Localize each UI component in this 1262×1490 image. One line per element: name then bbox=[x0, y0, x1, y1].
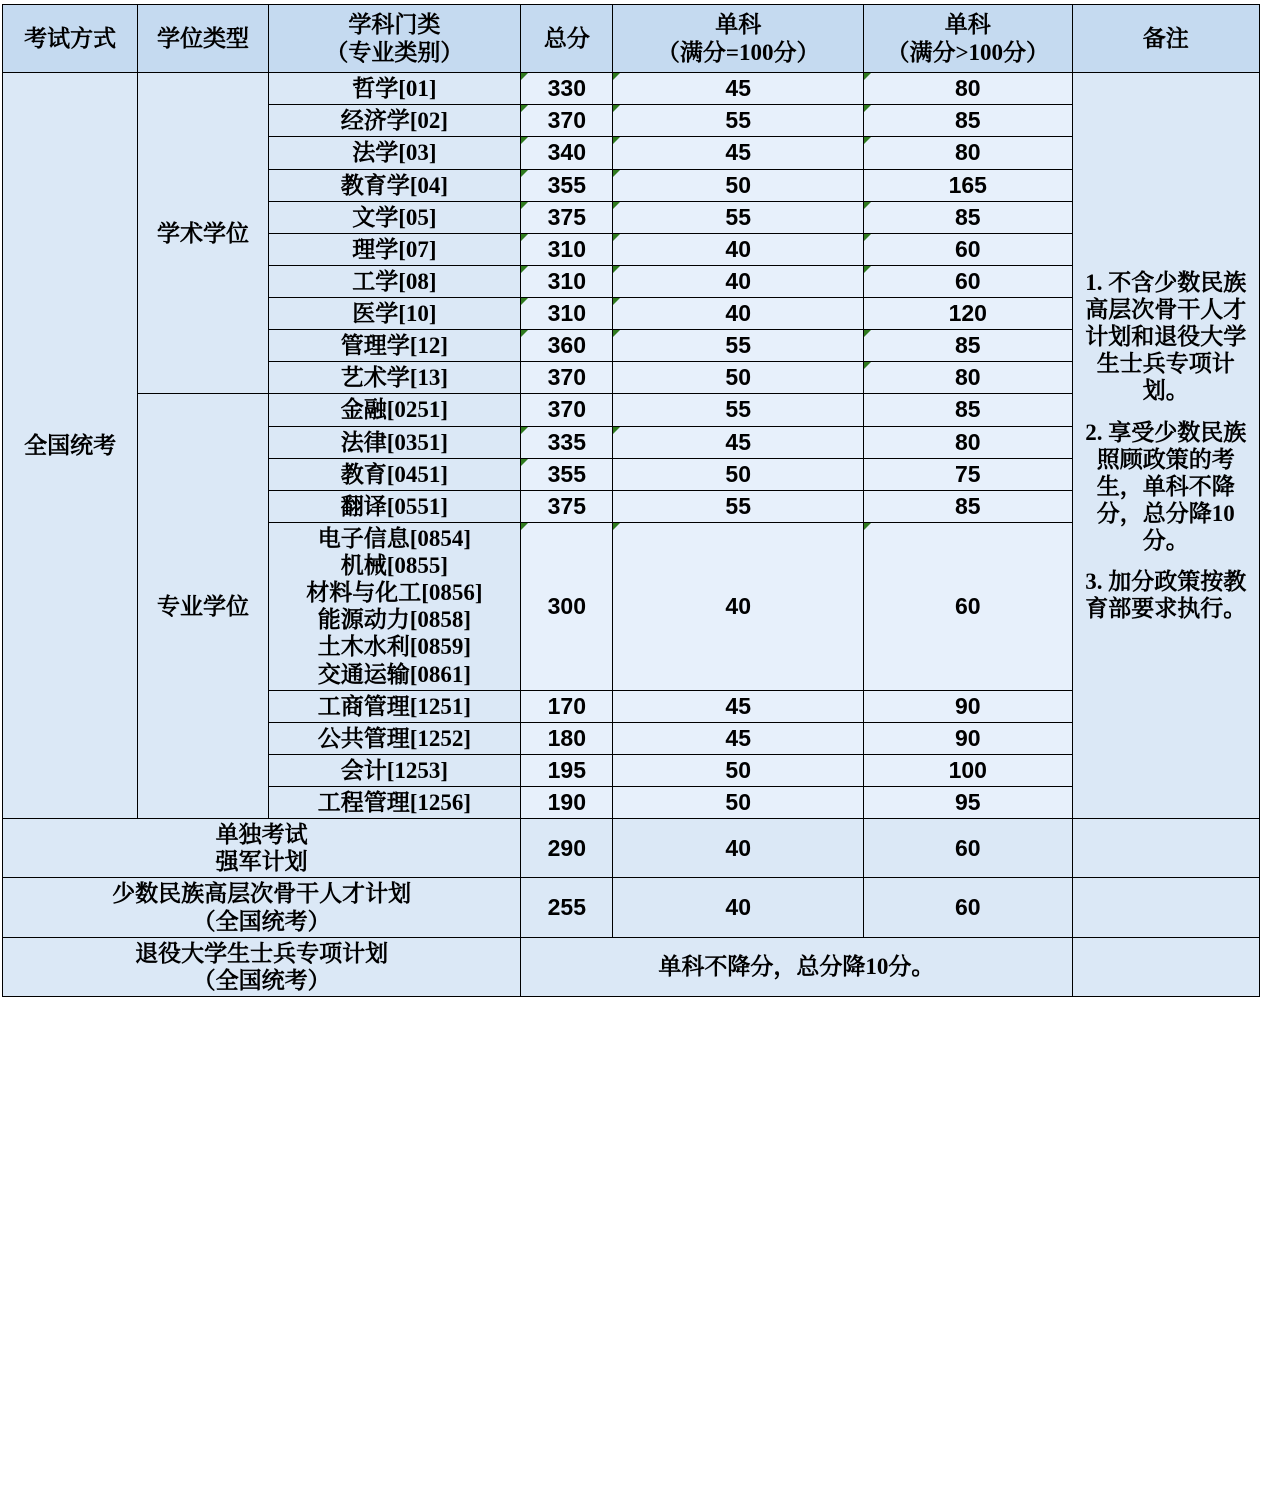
cell-single-gt100: 90 bbox=[864, 690, 1072, 722]
cell-single-gt100: 120 bbox=[864, 298, 1072, 330]
table-row-special-plan bbox=[3, 819, 1260, 878]
remark-item-3: 3. 加分政策按教育部要求执行。 bbox=[1085, 569, 1247, 622]
cell-total: 195 bbox=[521, 754, 613, 786]
cell-single-eq100: 40 bbox=[613, 819, 864, 878]
cell-single-eq100: 45 bbox=[613, 690, 864, 722]
plan-title-line2: （全国统考） bbox=[192, 967, 331, 993]
cell-single-gt100: 80 bbox=[864, 137, 1072, 169]
cell-total: 370 bbox=[521, 394, 613, 426]
cell-single-eq100: 40 bbox=[613, 233, 864, 265]
discipline-item: 材料与化工[0856] bbox=[306, 580, 483, 606]
cell-single-eq100: 45 bbox=[613, 73, 864, 105]
discipline-item: 电子信息[0854] bbox=[317, 525, 472, 551]
cell-remarks-empty bbox=[1072, 819, 1260, 878]
header-remarks: 备注 bbox=[1072, 5, 1260, 73]
cell-total: 190 bbox=[521, 787, 613, 819]
cell-single-eq100: 55 bbox=[613, 105, 864, 137]
plan-title-line1: 少数民族高层次骨干人才计划 bbox=[112, 881, 412, 907]
header-single-eq100-line1: 单科 bbox=[715, 12, 762, 37]
cell-total: 340 bbox=[521, 137, 613, 169]
remark-item-1: 1. 不含少数民族高层次骨干人才计划和退役大学生士兵专项计划。 bbox=[1085, 269, 1247, 404]
cell-discipline: 理学[07] bbox=[268, 233, 521, 265]
cell-total: 375 bbox=[521, 490, 613, 522]
cell-total: 375 bbox=[521, 201, 613, 233]
cell-total: 355 bbox=[521, 169, 613, 201]
cell-single-gt100: 60 bbox=[864, 878, 1072, 937]
cell-total: 310 bbox=[521, 298, 613, 330]
table-row-veteran-plan bbox=[3, 937, 1260, 996]
discipline-item: 机械[0855] bbox=[340, 553, 449, 579]
discipline-item: 能源动力[0858] bbox=[317, 607, 472, 633]
cell-total: 170 bbox=[521, 690, 613, 722]
cell-discipline: 公共管理[1252] bbox=[268, 722, 521, 754]
cell-discipline: 医学[10] bbox=[268, 298, 521, 330]
table-row bbox=[3, 73, 1260, 105]
header-single-eq100 bbox=[613, 5, 864, 73]
score-line-document bbox=[0, 4, 1262, 1490]
cell-single-gt100: 75 bbox=[864, 458, 1072, 490]
cell-total: 300 bbox=[521, 522, 613, 690]
cell-discipline: 哲学[01] bbox=[268, 73, 521, 105]
discipline-item: 土木水利[0859] bbox=[317, 634, 472, 660]
cell-total: 310 bbox=[521, 233, 613, 265]
plan-title-line2: （全国统考） bbox=[192, 908, 331, 934]
cell-total: 330 bbox=[521, 73, 613, 105]
cell-discipline: 工程管理[1256] bbox=[268, 787, 521, 819]
cell-single-gt100: 100 bbox=[864, 754, 1072, 786]
remark-item-2: 2. 享受少数民族照顾政策的考生，单科不降分，总分降10分。 bbox=[1085, 419, 1247, 554]
cell-single-gt100: 85 bbox=[864, 105, 1072, 137]
cell-single-gt100: 60 bbox=[864, 233, 1072, 265]
cell-total: 370 bbox=[521, 105, 613, 137]
cell-discipline: 法学[03] bbox=[268, 137, 521, 169]
cell-total: 180 bbox=[521, 722, 613, 754]
header-discipline-line2: （专业类别） bbox=[325, 39, 464, 65]
cell-single-gt100: 85 bbox=[864, 330, 1072, 362]
cell-exam-mode-national: 全国统考 bbox=[3, 73, 138, 819]
cell-single-eq100: 55 bbox=[613, 201, 864, 233]
header-exam-mode: 考试方式 bbox=[3, 5, 138, 73]
cell-discipline: 会计[1253] bbox=[268, 754, 521, 786]
header-single-gt100-line2: （满分>100分） bbox=[886, 39, 1050, 65]
cell-plan-title bbox=[3, 878, 521, 937]
cell-remarks-empty bbox=[1072, 878, 1260, 937]
cell-single-gt100: 85 bbox=[864, 490, 1072, 522]
cell-single-gt100: 165 bbox=[864, 169, 1072, 201]
cell-total: 310 bbox=[521, 265, 613, 297]
plan-title-line1: 单独考试 bbox=[215, 822, 308, 848]
cell-remarks-empty bbox=[1072, 937, 1260, 996]
cell-single-eq100: 40 bbox=[613, 298, 864, 330]
cell-single-gt100: 60 bbox=[864, 265, 1072, 297]
cell-single-eq100: 55 bbox=[613, 330, 864, 362]
cell-degree-professional: 专业学位 bbox=[138, 394, 268, 819]
header-single-eq100-line2: （满分=100分） bbox=[656, 39, 820, 65]
cell-single-gt100: 85 bbox=[864, 394, 1072, 426]
cell-plan-title bbox=[3, 819, 521, 878]
cell-single-gt100: 90 bbox=[864, 722, 1072, 754]
cell-discipline: 工学[08] bbox=[268, 265, 521, 297]
cell-single-eq100: 50 bbox=[613, 787, 864, 819]
cell-single-eq100: 55 bbox=[613, 394, 864, 426]
plan-title-line2: 强军计划 bbox=[215, 849, 308, 875]
cell-single-gt100: 80 bbox=[864, 73, 1072, 105]
cell-single-eq100: 40 bbox=[613, 265, 864, 297]
cell-plan-title bbox=[3, 937, 521, 996]
cell-discipline: 经济学[02] bbox=[268, 105, 521, 137]
cell-discipline: 管理学[12] bbox=[268, 330, 521, 362]
cell-remarks bbox=[1072, 73, 1260, 819]
cell-discipline: 金融[0251] bbox=[268, 394, 521, 426]
cell-total: 255 bbox=[521, 878, 613, 937]
cell-single-eq100: 45 bbox=[613, 137, 864, 169]
header-degree-type: 学位类型 bbox=[138, 5, 268, 73]
cell-single-gt100: 95 bbox=[864, 787, 1072, 819]
cell-total: 360 bbox=[521, 330, 613, 362]
discipline-item: 交通运输[0861] bbox=[317, 661, 472, 687]
cell-single-eq100: 50 bbox=[613, 362, 864, 394]
cell-single-gt100: 60 bbox=[864, 819, 1072, 878]
cell-total: 290 bbox=[521, 819, 613, 878]
cell-single-eq100: 50 bbox=[613, 754, 864, 786]
cell-veteran-note: 单科不降分，总分降10分。 bbox=[521, 937, 1072, 996]
cell-single-eq100: 55 bbox=[613, 490, 864, 522]
header-single-gt100 bbox=[864, 5, 1072, 73]
cell-discipline: 工商管理[1251] bbox=[268, 690, 521, 722]
plan-title-line1: 退役大学生士兵专项计划 bbox=[135, 940, 389, 966]
cell-total: 370 bbox=[521, 362, 613, 394]
cell-single-eq100: 50 bbox=[613, 169, 864, 201]
cell-single-eq100: 50 bbox=[613, 458, 864, 490]
table-row-special-plan bbox=[3, 878, 1260, 937]
cell-single-gt100: 80 bbox=[864, 362, 1072, 394]
cell-degree-academic: 学术学位 bbox=[138, 73, 268, 394]
score-line-table bbox=[2, 4, 1260, 997]
table-row bbox=[3, 394, 1260, 426]
cell-single-eq100: 45 bbox=[613, 426, 864, 458]
cell-total: 355 bbox=[521, 458, 613, 490]
cell-discipline: 教育学[04] bbox=[268, 169, 521, 201]
header-total-score: 总分 bbox=[521, 5, 613, 73]
header-discipline bbox=[268, 5, 521, 73]
cell-discipline: 教育[0451] bbox=[268, 458, 521, 490]
cell-discipline-group bbox=[268, 522, 521, 690]
header-discipline-line1: 学科门类 bbox=[348, 12, 441, 37]
cell-discipline: 翻译[0551] bbox=[268, 490, 521, 522]
cell-single-gt100: 85 bbox=[864, 201, 1072, 233]
cell-single-eq100: 40 bbox=[613, 878, 864, 937]
cell-single-eq100: 40 bbox=[613, 522, 864, 690]
header-single-gt100-line1: 单科 bbox=[944, 12, 991, 37]
cell-single-eq100: 45 bbox=[613, 722, 864, 754]
table-header-row bbox=[3, 5, 1260, 73]
cell-single-gt100: 60 bbox=[864, 522, 1072, 690]
cell-total: 335 bbox=[521, 426, 613, 458]
cell-discipline: 文学[05] bbox=[268, 201, 521, 233]
cell-discipline: 法律[0351] bbox=[268, 426, 521, 458]
cell-single-gt100: 80 bbox=[864, 426, 1072, 458]
cell-discipline: 艺术学[13] bbox=[268, 362, 521, 394]
